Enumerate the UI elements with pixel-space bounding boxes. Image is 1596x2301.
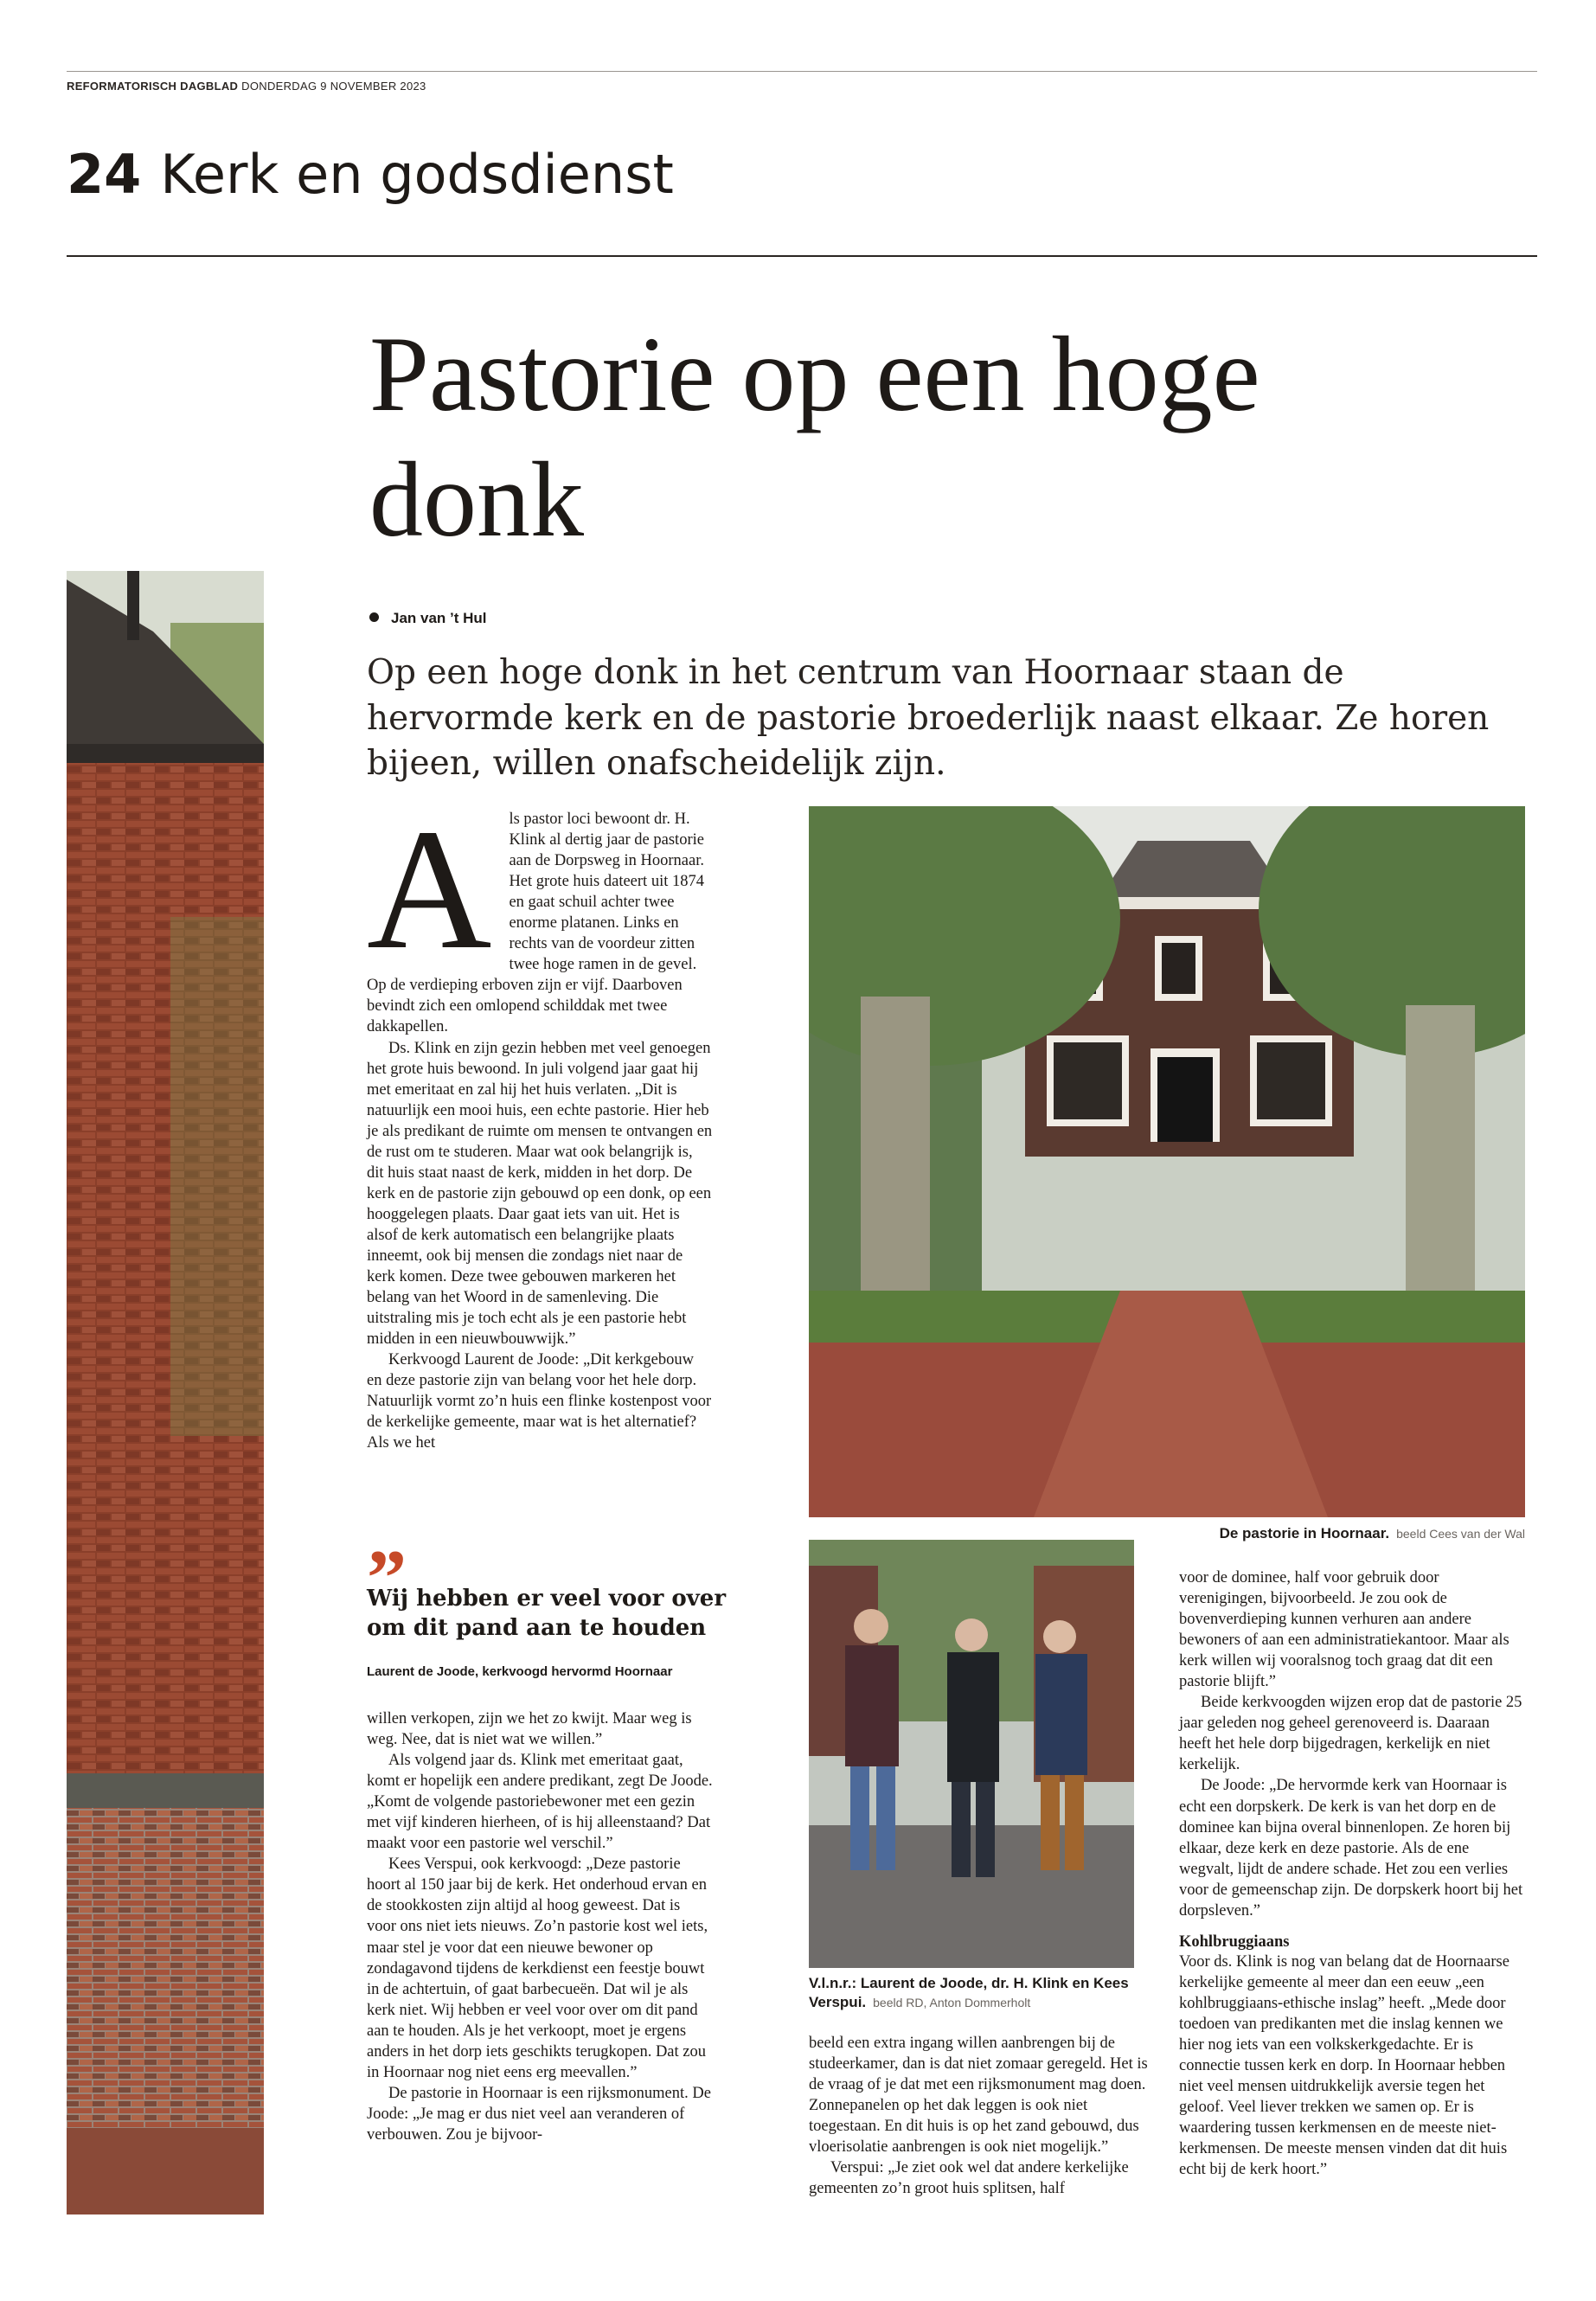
- article-paragraph: ls pastor loci bewoont dr. H. Klink al dertig jaar de pastorie aan de Dorpsweg in Hoornaar. Het grote huis dateert uit 1874 en gaat schuil achter twee enorme platanen. Links en rechts van de voordeur zitten twee hoge ramen in de gevel. Op de verdieping erboven zijn er vijf. Daarboven bevindt zich een omlopend schilddak met twee dakkapellen.: [367, 811, 704, 1036]
- article-column-3: [1179, 1567, 1525, 2180]
- section-rule: [67, 255, 1537, 257]
- article-paragraph: Als volgend jaar ds. Klink met emeritaat gaat, komt er hopelijk een andere predikant, zegt De Joode. „Komt de volgende pastoriebewoner met een gezin met vijf kinderen hierheen, of is hij alleenstaand? Dat maakt voor een pastorie wel verschil.”: [367, 1752, 713, 1853]
- top-rule: [67, 71, 1537, 72]
- article-paragraph: Kerkvoogd Laurent de Joode: „Dit kerkgebouw en deze pastorie zijn van belang voor het hele dorp. Natuurlijk vormt zo’n huis een flinke kostenpost voor de kerkelijke gemeente, maar wat is het alternatief? Als we het: [367, 1351, 712, 1452]
- article-paragraph: beeld een extra ingang willen aanbrengen bij de studeerkamer, dan is dat niet zomaar geregeld. Het is de vraag of je dat met een rijksmonument mag doen. Zonnepanelen op het dak leggen is ook niet toegestaan. En dit huis is op het zand gebouwd, dus vloerisolatie aanbrengen is ook niet mogelijk.”: [809, 2035, 1148, 2157]
- article-paragraph: voor de dominee, half voor gebruik door verenigingen, bijvoorbeeld. Je zou ook de bovenverdieping kunnen verhuren aan andere bewoners of aan een administratiekantoor. Maar als kerk willen wij vooralsnog toch graag dat dit een pastorie blijft.”: [1179, 1569, 1509, 1691]
- pull-quote: Wij hebben er veel voor over om dit pand aan te houden: [367, 1586, 727, 1641]
- article-paragraph: Ds. Klink en zijn gezin hebben met veel genoegen het grote huis bewoond. In juli volgend jaar gaat hij met emeritaat en zal hij het huis verlaten. „Dit is natuurlijk een mooi huis, een echte pastorie. Hier heb je als predikant de ruimte om mensen te ontvangen en de rust om te studeren. Maar wat ook belangrijk is, dit huis staat naast de kerk, midden in het dorp. De kerk en de pastorie zijn gebouwd op een donk, op een hooggelegen plaats. Daar gaat iets van uit. Het is alsof de kerk automatisch een belangrijke plaats inneemt, ook bij mensen die zondags niet naar de kerk komen. Deze twee gebouwen markeren het belang van het Woord in de samenleving. Die uitstraling mis je toch echt als je een pastorie hebt midden in een nieuwbouwwijk.”: [367, 1039, 713, 1349]
- kerkvoogden-photo: [809, 1540, 1134, 1968]
- article-paragraph: Kees Verspui, ook kerkvoogd: „Deze pastorie hoort al 150 jaar bij de kerk. Het onderhoud ervan en de stookkosten zijn altijd al hoog geweest. Dat is voor ons niet iets nieuws. Zo’n pastorie kost wel iets, maar stel je voor dat een nieuwe bewoner op zondagavond tijdens de kerkdienst een feestje bouwt in de achtertuin, of gaat barbecueën. Dat wil je als kerk niet. Wij hebben er veel voor over om dit pand aan te houden. Als je het verkoopt, moet je ergens anders in het dorp iets geschikts terugkopen. Dat zou in Hoornaar nog niet eens erg meevallen.”: [367, 1856, 708, 2081]
- pull-quote-attribution: Laurent de Joode, kerkvoogd hervormd Hoornaar: [367, 1664, 673, 1679]
- article-paragraph: De pastorie in Hoornaar is een rijksmonument. De Joode: „Je mag er dus niet veel aan veranderen of verbouwen. Zou je bijvoor-: [367, 2084, 711, 2144]
- article-paragraph: Verspui: „Je ziet ook wel dat andere kerkelijke gemeenten zo’n groot huis splitsen, half: [809, 2159, 1129, 2198]
- small-photo-caption: [809, 1974, 1134, 2012]
- article-paragraph: Beide kerkvoogden wijzen erop dat de pastorie 25 jaar geleden nog geheel gerenoveerd is. Daaraan heeft het hele dorp bijgedragen, kerkelijk en niet kerkelijk.: [1179, 1694, 1522, 1774]
- small-photo-caption-text: V.l.n.r.: Laurent de Joode, dr. H. Klink en Kees Verspui.: [809, 1975, 1129, 2011]
- subheading: Kohlbruggiaans: [1179, 1932, 1290, 1951]
- pastorie-photo: [809, 806, 1525, 1517]
- byline-author: Jan van ’t Hul: [391, 610, 487, 626]
- masthead-paper: REFORMATORISCH DAGBLAD: [67, 80, 239, 93]
- article-paragraph: willen verkopen, zijn we het zo kwijt. Maar weg is weg. Nee, dat is niet wat we willen.”: [367, 1710, 692, 1749]
- article-paragraph: Voor ds. Klink is nog van belang dat de Hoornaarse kerkelijke gemeente al meer dan een eeuw „een kohlbruggiaans-ethische inslag” heeft. „Mede door toedoen van predikanten met die inslag kennen we hier nog iets van een volkskerkgedachte. Er is connectie tussen kerk en dorp. In Hoornaar hebben niet veel mensen uitdrukkelijk aversie tegen het geloof. Veel liever trekken we samen op. Er is waardering tussen kerkmensen en de meeste niet-kerkmensen. De meeste mensen vinden dat dit huis echt bij de kerk hoort.”: [1179, 1952, 1509, 2179]
- byline-bullet-icon: [369, 612, 379, 622]
- article-column-1-continued: [367, 1708, 713, 2145]
- quote-mark-icon: ”: [367, 1534, 407, 1622]
- byline: [369, 610, 487, 627]
- main-photo-caption: [1176, 1524, 1525, 1543]
- article-column-2: [809, 2033, 1155, 2199]
- article-column-1: [367, 794, 713, 1453]
- main-photo-caption-text: De pastorie in Hoornaar.: [1219, 1525, 1390, 1541]
- masthead-date: DONDERDAG 9 NOVEMBER 2023: [241, 80, 426, 93]
- headline: Pastorie op een hoge donk: [369, 315, 1260, 560]
- small-photo-credit: beeld RD, Anton Dommerholt: [873, 1996, 1031, 2010]
- intro-lead: Op een hoge donk in het centrum van Hoornaar staan de hervormde kerk en de pastorie broederlijk naast elkaar. Ze horen bijeen, willen onafscheidelijk zijn.: [367, 653, 1490, 784]
- section-header: [67, 143, 674, 206]
- church-wall-photo: [67, 571, 264, 2214]
- article-paragraph: De Joode: „De hervormde kerk van Hoornaar is echt een dorpskerk. De kerk is van het dorp en de dominee kan bijna overal binnenlopen. Ze horen bij elkaar, deze kerk en deze pastorie. Als de ene wegvalt, lijdt de andere schade. Het zou een verlies voor de gemeenschap zijn. De dorpskerk hoort bij het dorpsleven.”: [1179, 1777, 1523, 1920]
- section-title: Kerk en godsdienst: [160, 143, 674, 206]
- dropcap: A: [367, 794, 492, 985]
- main-photo-credit: beeld Cees van der Wal: [1396, 1527, 1525, 1541]
- masthead: [67, 80, 426, 93]
- page-number: 24: [67, 143, 142, 206]
